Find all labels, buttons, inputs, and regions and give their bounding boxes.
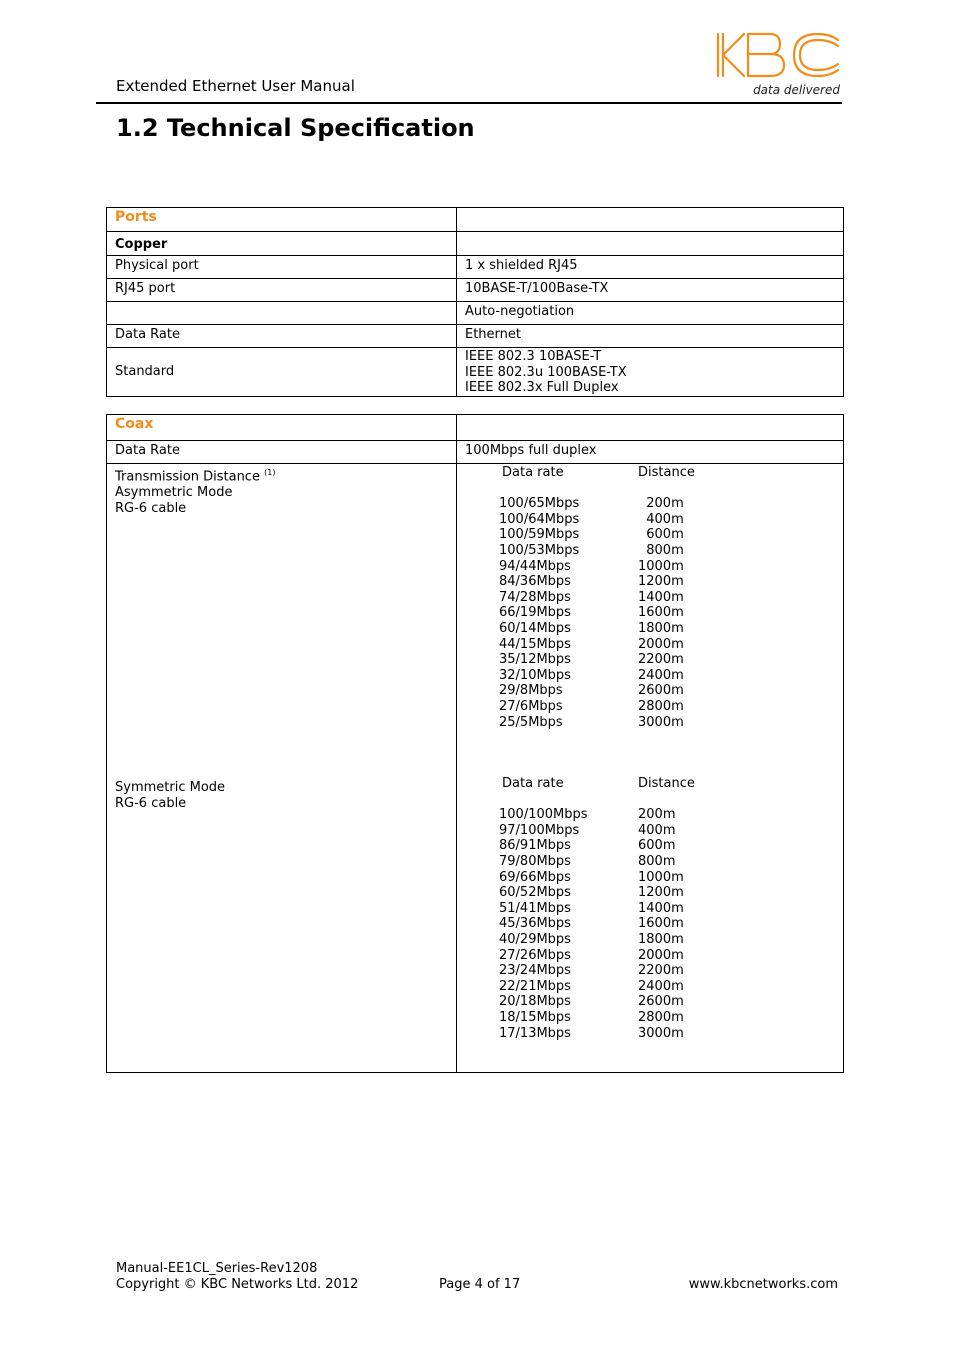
rate-cell: 60/14Mbps: [499, 620, 571, 636]
distance-cell: 2800m: [638, 1010, 684, 1025]
header-title: Extended Ethernet User Manual: [116, 77, 355, 95]
rate-cell: 74/28Mbps: [499, 589, 571, 605]
distance-cell: 1200m: [638, 574, 684, 590]
distance-cell: 2400m: [638, 667, 684, 683]
distance-cell: 1600m: [638, 605, 684, 621]
distance-cell: 1200m: [638, 885, 684, 901]
transmission-distance-label: Transmission Distance: [115, 469, 260, 485]
col-header-rate: Data rate: [502, 465, 564, 480]
distance-cell: 400m: [638, 511, 684, 527]
distance-cell: 3000m: [638, 1025, 684, 1041]
ports-heading: Ports: [115, 209, 157, 225]
rate-cell: 100/65Mbps: [499, 496, 580, 512]
website-link[interactable]: www.kbcnetworks.com: [688, 1277, 838, 1292]
rate-cell: 100/100Mbps: [499, 807, 588, 823]
asymmetric-cable-label: RG-6 cable: [115, 500, 187, 516]
coax-data-rate-label: Data Rate: [107, 441, 457, 464]
standard-label: Standard: [107, 348, 457, 397]
rate-cell: 20/18Mbps: [499, 994, 571, 1010]
copper-subheading: Copper: [115, 237, 168, 253]
distance-cell: 800m: [638, 542, 684, 558]
kbc-logo: [714, 30, 842, 80]
distance-cell: 600m: [638, 838, 676, 854]
distance-cell: 600m: [638, 527, 684, 543]
section-heading: 1.2 Technical Specification: [116, 114, 475, 142]
distance-cell: 2600m: [638, 994, 684, 1010]
distance-cell: 3000m: [638, 714, 684, 730]
distance-cell: 2000m: [638, 947, 684, 963]
row-label: Physical port: [107, 256, 457, 279]
standard-line: IEEE 802.3 10BASE-T: [465, 349, 602, 364]
footer-left: [116, 1261, 358, 1293]
rate-cell: 51/41Mbps: [499, 900, 571, 916]
copyright: Copyright © KBC Networks Ltd. 2012: [116, 1277, 359, 1292]
col-header-rate: Data rate: [502, 776, 564, 792]
rate-cell: 27/6Mbps: [499, 698, 563, 714]
symmetric-rate-list: [499, 776, 835, 1041]
rate-cell: 18/15Mbps: [499, 1010, 571, 1025]
rate-cell: 69/66Mbps: [499, 869, 571, 885]
header-divider: [96, 102, 842, 104]
row-value: 1 x shielded RJ45: [457, 256, 844, 279]
asymmetric-rate-list: [499, 465, 835, 730]
distance-cell: 1800m: [638, 932, 684, 948]
rate-cell: 17/13Mbps: [499, 1025, 571, 1041]
distance-cell: 2200m: [638, 652, 684, 668]
table-row: [107, 348, 844, 397]
distance-cell: 400m: [638, 822, 676, 838]
distance-cell: 2600m: [638, 683, 684, 699]
distance-cell: 1800m: [638, 620, 684, 636]
standard-line: IEEE 802.3u 100BASE-TX: [465, 364, 627, 380]
distance-cell: 2800m: [638, 698, 684, 714]
rate-cell: 40/29Mbps: [499, 932, 571, 948]
rate-cell: 100/64Mbps: [499, 511, 580, 527]
symmetric-cable-label: RG-6 cable: [115, 795, 187, 811]
distance-cell: 1000m: [638, 869, 684, 885]
table-row: [107, 441, 844, 464]
rate-cell: 100/59Mbps: [499, 527, 580, 543]
asymmetric-mode-label: Asymmetric Mode: [115, 484, 233, 500]
row-label: RJ45 port: [107, 279, 457, 302]
rate-cell: 45/36Mbps: [499, 916, 571, 932]
symmetric-mode-label: Symmetric Mode: [115, 780, 226, 796]
table-row: [107, 279, 844, 302]
rate-cell: 100/53Mbps: [499, 542, 580, 558]
col-header-distance: Distance: [638, 776, 695, 792]
footnote-mark: (1): [264, 468, 276, 477]
rate-cell: 60/52Mbps: [499, 885, 571, 901]
rate-cell: 22/21Mbps: [499, 978, 571, 994]
row-value: Auto-negotiation: [457, 302, 844, 325]
coax-heading: Coax: [115, 416, 154, 432]
table-row: [107, 325, 844, 348]
rate-cell: 25/5Mbps: [499, 714, 563, 730]
rate-cell: 97/100Mbps: [499, 822, 580, 838]
distance-cell: 1400m: [638, 900, 684, 916]
rate-cell: 79/80Mbps: [499, 854, 571, 870]
distance-cell: 1000m: [638, 558, 684, 574]
distance-cell: 200m: [638, 807, 676, 823]
rate-cell: 35/12Mbps: [499, 652, 571, 668]
row-label: Data Rate: [107, 325, 457, 348]
doc-id: Manual-EE1CL_Series-Rev1208: [116, 1261, 318, 1276]
table-row: [107, 256, 844, 279]
rate-cell: 32/10Mbps: [499, 667, 571, 683]
rate-cell: 86/91Mbps: [499, 838, 571, 854]
distance-cell: 2400m: [638, 978, 684, 994]
table-row: [107, 302, 844, 325]
rate-cell: 44/15Mbps: [499, 636, 571, 652]
distance-cell: 1600m: [638, 916, 684, 932]
standard-line: IEEE 802.3x Full Duplex: [465, 380, 619, 396]
row-label: [107, 302, 457, 325]
row-value: Ethernet: [457, 325, 844, 348]
distance-cell: 2200m: [638, 963, 684, 979]
rate-cell: 27/26Mbps: [499, 947, 571, 963]
distance-cell: 1400m: [638, 589, 684, 605]
rate-cell: 84/36Mbps: [499, 574, 571, 590]
rate-cell: 23/24Mbps: [499, 963, 571, 979]
rate-cell: 66/19Mbps: [499, 605, 571, 621]
coax-data-rate-value: 100Mbps full duplex: [457, 441, 844, 464]
ports-spec-table: [106, 207, 844, 397]
table-row: [107, 464, 844, 1073]
rate-cell: 29/8Mbps: [499, 683, 563, 699]
distance-cell: 200m: [638, 496, 684, 512]
page-number: Page 4 of 17: [439, 1277, 521, 1292]
tagline: data delivered: [753, 83, 840, 97]
rate-cell: 94/44Mbps: [499, 558, 571, 574]
row-value: 10BASE-T/100Base-TX: [457, 279, 844, 302]
coax-spec-table: [106, 414, 844, 1073]
distance-cell: 800m: [638, 854, 676, 870]
distance-cell: 2000m: [638, 636, 684, 652]
col-header-distance: Distance: [638, 465, 695, 480]
